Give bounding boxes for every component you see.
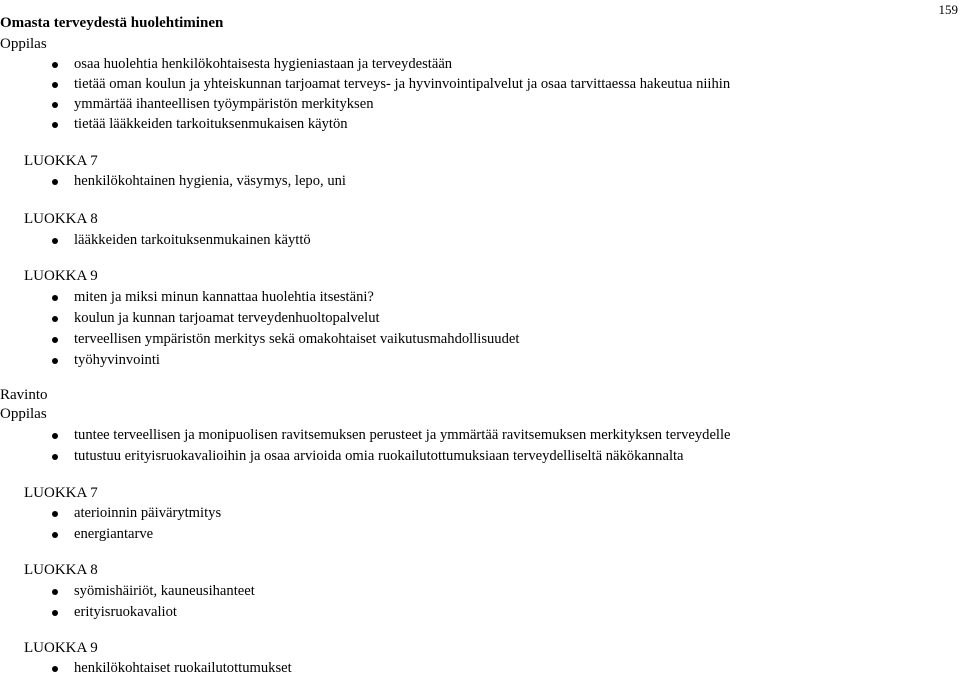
- nutrition-grade9-list: [0, 659, 292, 680]
- list-item: erityisruokavaliot: [0, 603, 255, 624]
- list-item: tutustuu erityisruokavalioihin ja osaa arvioida omia ruokailutottumuksiaan terveydelliseltä näkökannalta: [0, 447, 731, 468]
- nutrition-goals-list: [0, 426, 731, 468]
- grade-heading-7: LUOKKA 7: [24, 485, 98, 501]
- list-item: energiantarve: [0, 525, 221, 546]
- nutrition-grade7-list: [0, 504, 221, 546]
- grade-heading-9: LUOKKA 9: [24, 640, 98, 656]
- section-title-nutrition: Ravinto: [0, 387, 48, 403]
- list-item: syömishäiriöt, kauneusihanteet: [0, 582, 255, 603]
- list-item: työhyvinvointi: [0, 351, 519, 372]
- list-item: tietää lääkkeiden tarkoituksenmukaisen käytön: [0, 115, 730, 135]
- health-grade8-list: [0, 231, 311, 252]
- section-subtitle-nutrition: Oppilas: [0, 406, 47, 422]
- list-item: terveellisen ympäristön merkitys sekä omakohtaiset vaikutusmahdollisuudet: [0, 330, 519, 351]
- list-item: tietää oman koulun ja yhteiskunnan tarjoamat terveys- ja hyvinvointipalvelut ja osaa tarvittaessa hakeutua niihin: [0, 75, 730, 95]
- list-item: aterioinnin päivärytmitys: [0, 504, 221, 525]
- list-item: tuntee terveellisen ja monipuolisen ravitsemuksen perusteet ja ymmärtää ravitsemuksen merkityksen terveydelle: [0, 426, 731, 447]
- grade-heading-8: LUOKKA 8: [24, 211, 98, 227]
- grade-heading-8: LUOKKA 8: [24, 562, 98, 578]
- list-item: henkilökohtaiset ruokailutottumukset: [0, 659, 292, 680]
- list-item: henkilökohtainen hygienia, väsymys, lepo, uni: [0, 172, 346, 193]
- list-item: osaa huolehtia henkilökohtaisesta hygieniastaan ja terveydestään: [0, 55, 730, 75]
- nutrition-grade8-list: [0, 582, 255, 624]
- page-number: 159: [938, 2, 958, 17]
- health-goals-list: [0, 55, 730, 135]
- list-item: miten ja miksi minun kannattaa huolehtia itsestäni?: [0, 288, 519, 309]
- list-item: ymmärtää ihanteellisen työympäristön merkityksen: [0, 95, 730, 115]
- health-grade7-list: [0, 172, 346, 193]
- section-title-health: Omasta terveydestä huolehtiminen: [0, 15, 224, 31]
- grade-heading-9: LUOKKA 9: [24, 268, 98, 284]
- list-item: lääkkeiden tarkoituksenmukainen käyttö: [0, 231, 311, 252]
- health-grade9-list: [0, 288, 519, 372]
- grade-heading-7: LUOKKA 7: [24, 153, 98, 169]
- section-subtitle-health: Oppilas: [0, 36, 47, 52]
- list-item: koulun ja kunnan tarjoamat terveydenhuoltopalvelut: [0, 309, 519, 330]
